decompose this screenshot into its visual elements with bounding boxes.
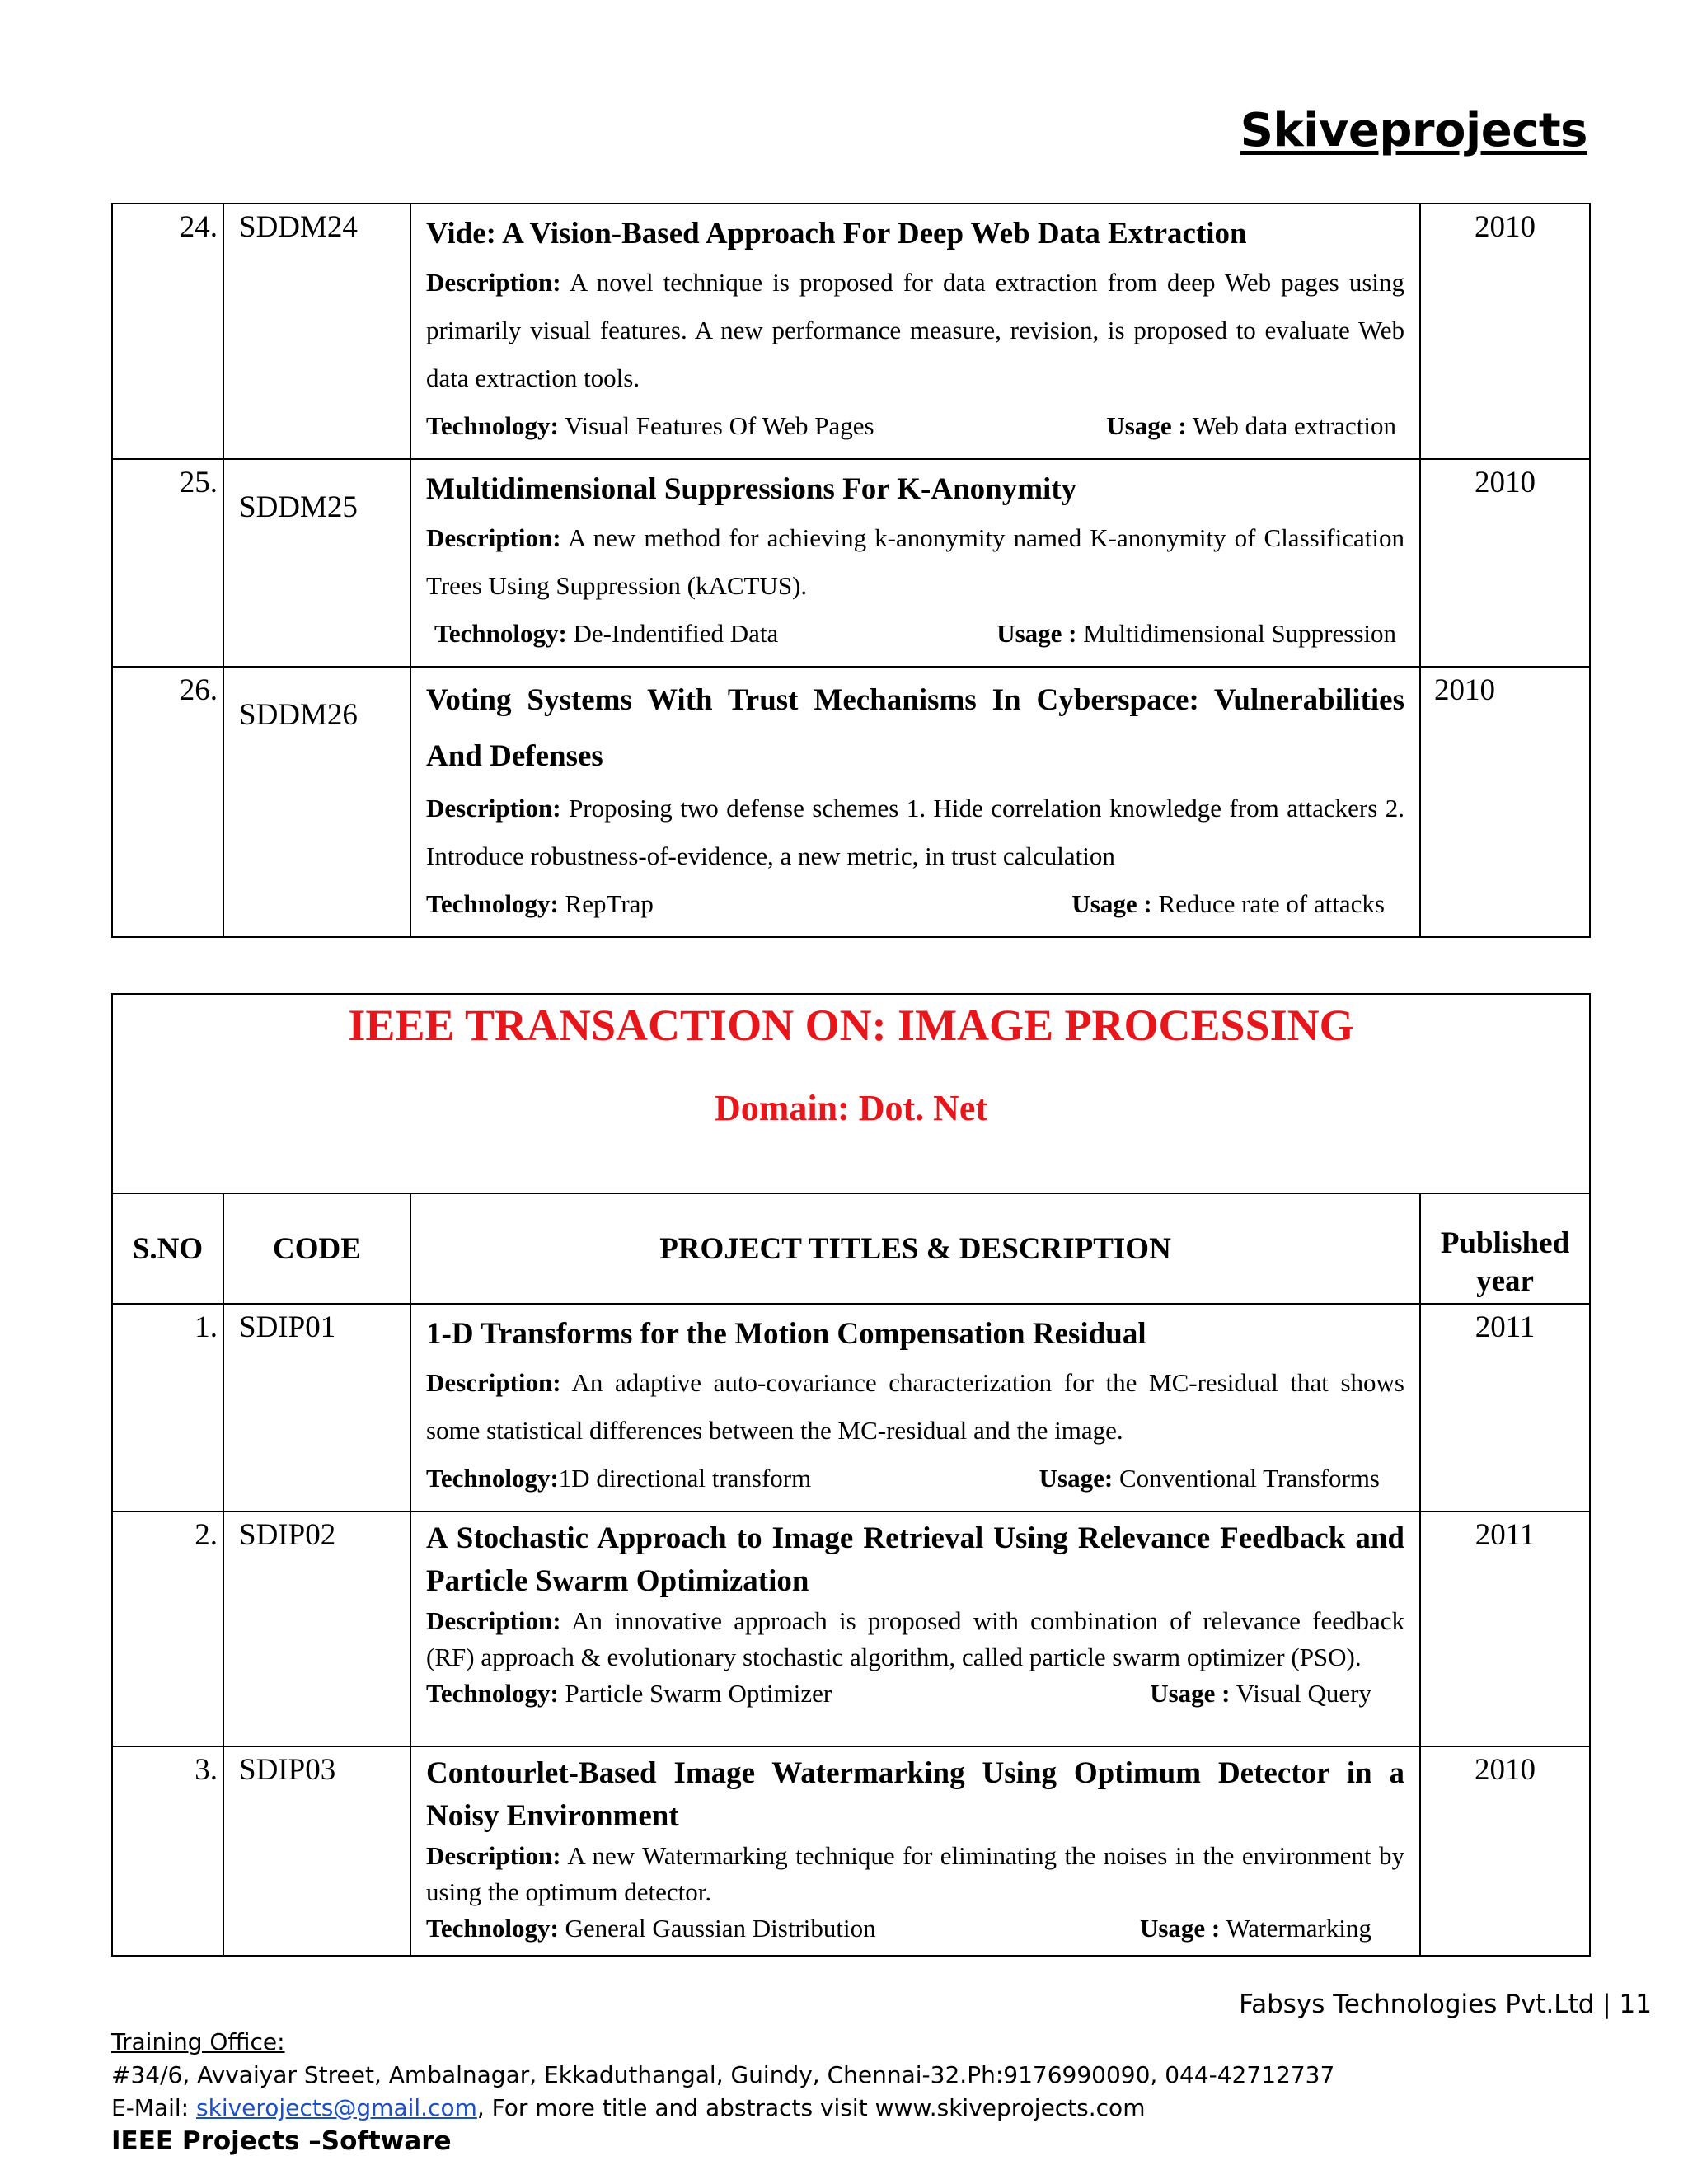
published-year: 2010 (1420, 1746, 1590, 1956)
email-prefix: E-Mail: (111, 2094, 197, 2121)
usage (1106, 402, 1404, 450)
published-year: 2011 (1420, 1304, 1590, 1511)
project-description (426, 785, 1404, 880)
description-label: Description: (426, 523, 561, 552)
email-suffix: , For more title and abstracts visit www.skiveprojects.com (476, 2094, 1146, 2121)
contact-line (111, 2092, 1334, 2125)
projects-table-data-mining (111, 203, 1591, 938)
technology (426, 880, 1071, 928)
technology-usage-row (426, 880, 1404, 928)
serial-number: 1. (112, 1304, 223, 1511)
technology-label: Technology: (426, 1679, 559, 1708)
column-header-year: Published year (1420, 1193, 1590, 1304)
office-label: Training Office: (111, 2028, 285, 2055)
usage-value: Conventional Transforms (1118, 1464, 1380, 1493)
project-code: SDDM24 (223, 204, 410, 459)
project-description (426, 1359, 1404, 1455)
technology (426, 1455, 1039, 1502)
description-label: Description: (426, 1368, 561, 1397)
published-year: 2011 (1420, 1511, 1590, 1746)
technology-usage-row (426, 1910, 1404, 1947)
column-header-sno: S.NO (112, 1193, 223, 1304)
technology-value: Visual Features Of Web Pages (564, 411, 874, 440)
technology-value: General Gaussian Distribution (565, 1914, 876, 1943)
project-cell (410, 1511, 1420, 1746)
brand-title: Skiveprojects (1240, 104, 1587, 157)
usage-value: Visual Query (1236, 1679, 1372, 1708)
technology (426, 1910, 1140, 1947)
project-cell (410, 667, 1420, 937)
serial-number: 25. (112, 459, 223, 667)
project-title: Contourlet-Based Image Watermarking Using Optimum Detector in a Noisy Environment (426, 1756, 1404, 1833)
section-domain: Domain: Dot. Net (714, 1088, 988, 1128)
email-link[interactable]: skiverojects@gmail.com (196, 2094, 477, 2121)
description-text: Proposing two defense schemes 1. Hide correlation knowledge from attackers 2. Introduce robustness-of-evidence, a new metric, in trust calculation (426, 794, 1405, 870)
usage (1140, 1910, 1404, 1947)
project-title: Multidimensional Suppressions For K-Anonymity (426, 472, 1077, 506)
technology-value: De-Indentified Data (573, 619, 779, 648)
description-label: Description: (426, 1841, 561, 1870)
project-code: SDIP02 (223, 1511, 410, 1746)
projects-table-image-processing (111, 993, 1591, 1957)
project-cell (410, 1746, 1420, 1956)
published-year: 2010 (1420, 204, 1590, 459)
project-description (426, 259, 1404, 402)
technology-value: Particle Swarm Optimizer (565, 1679, 832, 1708)
usage (1150, 1675, 1404, 1712)
page-footer (111, 2026, 1334, 2158)
usage-value: Reduce rate of attacks (1158, 889, 1385, 918)
technology-usage-row (426, 610, 1404, 658)
technology (426, 1675, 1150, 1712)
technology-label: Technology: (434, 619, 567, 648)
table-row (112, 1511, 1590, 1746)
description-text: A new Watermarking technique for eliminating the noises in the environment by using the optimum detector. (426, 1841, 1405, 1906)
technology (426, 402, 1106, 450)
usage-label: Usage : (1106, 411, 1187, 440)
serial-number: 26. (112, 667, 223, 937)
header-row (112, 1193, 1590, 1304)
project-cell (410, 1304, 1420, 1511)
project-code: SDDM25 (223, 459, 410, 667)
table-row (112, 204, 1590, 459)
technology-label: Technology: (426, 889, 559, 918)
technology-value: RepTrap (565, 889, 654, 918)
page-footer-company: Fabsys Technologies Pvt.Ltd | 11 (1239, 1990, 1652, 2019)
section-title: IEEE TRANSACTION ON: IMAGE PROCESSING (348, 1001, 1354, 1050)
project-cell (410, 459, 1420, 667)
description-text: A new method for achieving k-anonymity named K-anonymity of Classification Trees Using Suppression (kACTUS). (426, 523, 1404, 600)
serial-number: 2. (112, 1511, 223, 1746)
project-code: SDIP03 (223, 1746, 410, 1956)
table-row (112, 459, 1590, 667)
usage-label: Usage : (1150, 1679, 1231, 1708)
technology-value: 1D directional transform (558, 1464, 812, 1493)
table-row (112, 1304, 1590, 1511)
project-description (426, 514, 1404, 610)
published-year: 2010 (1420, 667, 1590, 937)
column-header-code: CODE (223, 1193, 410, 1304)
usage (1071, 880, 1404, 928)
usage-value: Watermarking (1226, 1914, 1372, 1943)
technology-usage-row (426, 1675, 1404, 1712)
office-address: #34/6, Avvaiyar Street, Ambalnagar, Ekkaduthangal, Guindy, Chennai-32.Ph:9176990090, 044-42712737 (111, 2061, 1335, 2088)
project-category: IEEE Projects –Software (111, 2126, 452, 2156)
usage-label: Usage: (1039, 1464, 1114, 1493)
table-row (112, 667, 1590, 937)
serial-number: 3. (112, 1746, 223, 1956)
technology-usage-row (426, 402, 1404, 450)
usage-label: Usage : (996, 619, 1077, 648)
technology-label: Technology: (426, 411, 559, 440)
description-label: Description: (426, 1606, 561, 1635)
technology-label: Technology: (426, 1464, 559, 1493)
section-banner (112, 994, 1590, 1193)
technology (434, 610, 996, 658)
project-title: 1-D Transforms for the Motion Compensation Residual (426, 1317, 1146, 1351)
technology-label: Technology: (426, 1914, 559, 1943)
usage-label: Usage : (1139, 1914, 1221, 1943)
description-text: An innovative approach is proposed with combination of relevance feedback (RF) approach & evolutionary stochastic algorithm, called particle swarm optimizer (PSO). (426, 1606, 1404, 1671)
table-row (112, 1746, 1590, 1956)
description-label: Description: (426, 268, 561, 297)
usage (1039, 1455, 1404, 1502)
usage (996, 610, 1404, 658)
description-label: Description: (426, 794, 561, 823)
project-description (426, 1838, 1404, 1910)
project-description (426, 1603, 1404, 1675)
project-title: A Stochastic Approach to Image Retrieval Using Relevance Feedback and Particle Swarm Optimization (426, 1521, 1404, 1598)
project-code: SDDM26 (223, 667, 410, 937)
column-header-title: PROJECT TITLES & DESCRIPTION (410, 1193, 1420, 1304)
usage-label: Usage : (1071, 889, 1152, 918)
section-banner-row (112, 994, 1590, 1193)
usage-value: Web data extraction (1192, 411, 1396, 440)
description-text: A novel technique is proposed for data extraction from deep Web pages using primarily visual features. A new performance measure, revision, is proposed to evaluate Web data extraction tools. (426, 268, 1404, 392)
project-code: SDIP01 (223, 1304, 410, 1511)
description-text: An adaptive auto-covariance characterization for the MC-residual that shows some statistical differences between the MC-residual and the image. (426, 1368, 1404, 1445)
project-title: Vide: A Vision-Based Approach For Deep Web Data Extraction (426, 217, 1247, 251)
project-title: Voting Systems With Trust Mechanisms In Cyberspace: Vulnerabilities And Defenses (426, 683, 1404, 773)
project-cell (410, 204, 1420, 459)
usage-value: Multidimensional Suppression (1083, 619, 1396, 648)
technology-usage-row (426, 1455, 1404, 1502)
serial-number: 24. (112, 204, 223, 459)
published-year: 2010 (1420, 459, 1590, 667)
